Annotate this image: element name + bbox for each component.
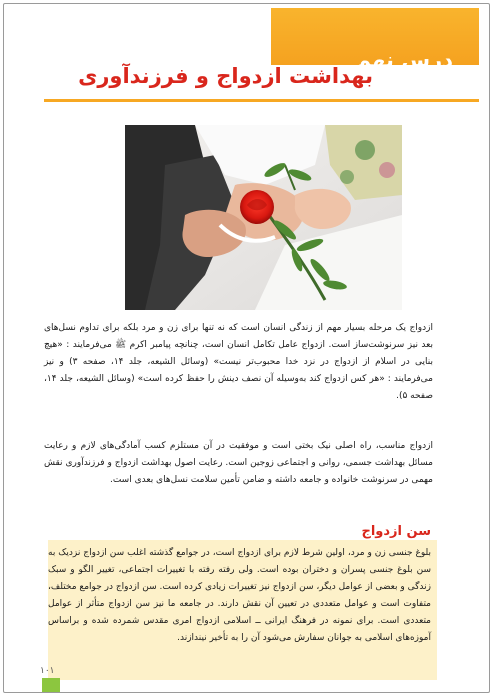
- section-heading: سن ازدواج: [361, 524, 431, 539]
- page-number: ۱۰۱: [40, 666, 55, 676]
- lesson-number: درس نهم: [355, 48, 453, 72]
- second-paragraph: ازدواج مناسب، راه اصلی نیک بختی است و موفقیت در آن مستلزم کسب آمادگی‌های لازم و رعایت مسائل بهداشت جسمی، روانی و اجتماعی زوجین است. رعایت اصول بهداشت ازدواج و فرزندآوری نقش مهمی در سرنوشت خانواده و جامعه داشته و ضامن تأمین سلامت نسل‌های بعدی است.: [44, 441, 433, 485]
- page-corner-mark: [42, 678, 60, 692]
- intro-paragraph: ازدواج یک مرحله بسیار مهم از زندگی انسان است که نه تنها برای زن و مرد بلکه برای تداوم نسل‌های بعد نیز سرنوشت‌ساز است. ازدواج عامل تکامل انسان است، چنانچه پیامبر اکرم ﷺ می‌فرمایند : «هیچ بنایی در اسلام از ازدواج در نزد خدا محبوب‌تر نیست» (وسائل الشیعه، جلد ۱۴، صفحه ۳) و نیز می‌فرمایند : «هر کس ازدواج کند به‌وسیله آن نصف دینش را حفظ کرده است» (وسائل الشیعه، جلد ۱۴، صفحه ۵).: [44, 323, 434, 401]
- page-title: بهداشت ازدواج و فرزندآوری: [78, 64, 373, 88]
- section-paragraph: بلوغ جنسی زن و مرد، اولین شرط لازم برای ازدواج است، در جوامع گذشته اغلب سن ازدواج نزدیک به سن بلوغ جنسی پسران و دختران بوده است. ولی رفته رفته با تغییرات اجتماعی، تغییر الگو و سبک زندگی و بعضی از عوامل دیگر، سن ازدواج نیز تغییرات زیادی کرده است. سن ازدواج در جوامع مختلف، متفاوت است و عوامل متعددی در تعیین آن نقش دارند. در جامعه ما نیز سن ازدواج متأثر از عوامل متعددی است. برای نمونه در فرهنگ ایرانی ــ اسلامی ازدواج امری مقدس شمرده شده و براساس آموزه‌های اسلامی به جوانان سفارش می‌شود آن را به تأخیر نیندازند.: [48, 548, 431, 643]
- wedding-hands-photo: [125, 125, 402, 310]
